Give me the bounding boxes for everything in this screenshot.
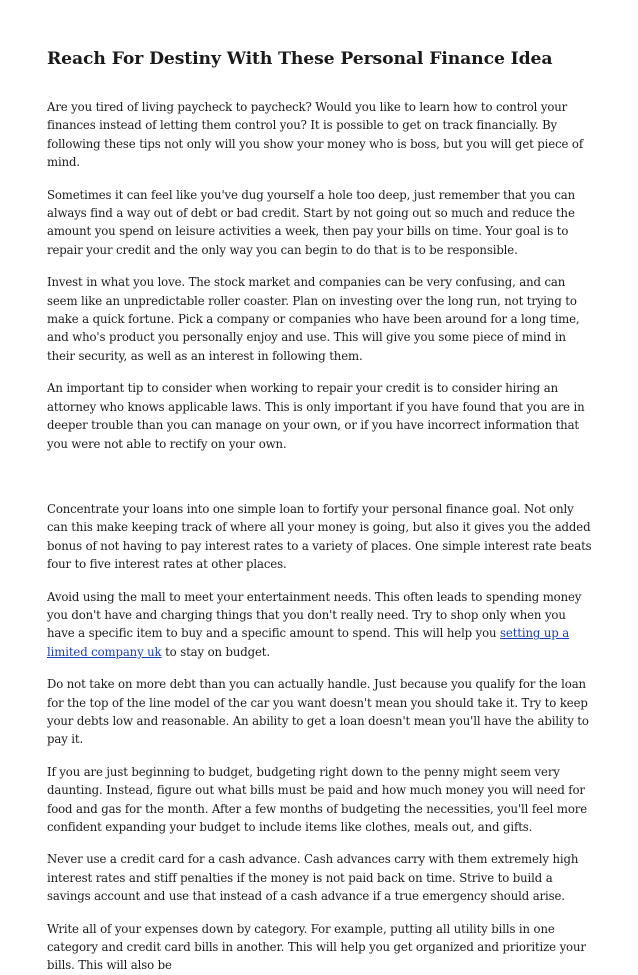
paragraph-debt-limit: Do not take on more debt than you can actually handle. Just because you qualify for the loan for the top of the line model of the car you want doesn't mean you should take it. Try to keep your debts low and reasonable. An ability to get a loan doesn't mean you'll have the ability to pay it. <box>47 677 589 747</box>
paragraph-invest: Invest in what you love. The stock market and companies can be very confusing, and can seem like an unpredictable roller coaster. Plan on investing over the long run, not trying to make a quick fortune. Pick a company or companies who have been around for a long time, and who's product you personally enjoy and use. This will give you some piece of mind in their security, as well as an interest in following them. <box>47 275 580 363</box>
paragraph-budget: If you are just beginning to budget, budgeting right down to the penny might seem very daunting. Instead, figure out what bills must be paid and how much money you will need for food and gas for the month. After a few months of budgeting the necessities, you'll feel more confident expanding your budget to include items like clothes, meals out, and gifts. <box>47 764 588 834</box>
paragraph-mall-text-before: Avoid using the mall to meet your entertainment needs. This often leads to spending money you don't have and charging things that you don't really need. Try to shop only when you have a specific item to buy and a specific amount to spend. This will help you <box>47 589 582 641</box>
article-title: Reach For Destiny With These Personal Finance Idea <box>47 49 553 69</box>
paragraph-debt-hole: Sometimes it can feel like you've dug yourself a hole too deep, just remember that you can always find a way out of debt or bad credit. Start by not going out so much and reduce the amount you spend on leisure activities a week, then pay your bills on time. Your goal is to repair your credit and the only way you can begin to do that is to be responsible. <box>47 187 576 257</box>
paragraph-intro: Are you tired of living paycheck to paycheck? Would you like to learn how to control your finances instead of letting them control you? It is possible to get on track financially. By following these tips not only will you show your money who is boss, but you will get piece of mind. <box>47 100 584 170</box>
paragraph-attorney: An important tip to consider when working to repair your credit is to consider hiring an attorney who knows applicable laws. This is only important if you have found that you are in deeper trouble than you can manage on your own, or if you have incorrect information that you were not able to rectify on your own. <box>47 381 585 451</box>
paragraph-loans: Concentrate your loans into one simple loan to fortify your personal finance goal. Not only can this make keeping track of where all your money is going, but also it gives you the added bonus of not having to pay interest rates to a variety of places. One simple interest rate beats four to five interest rates at other places. <box>47 501 592 572</box>
paragraph-mall-text-after: to stay on budget. <box>161 644 270 659</box>
blank-spacer <box>47 467 592 500</box>
limited-company-link[interactable]: setting up a limited company uk <box>47 626 570 659</box>
paragraph-expenses: Write all of your expenses down by category. For example, putting all utility bills in one category and credit card bills in another. This will help you get organized and prioritize your bills. This will also be <box>47 921 586 973</box>
paragraph-cash-advance: Never use a credit card for a cash advance. Cash advances carry with them extremely high interest rates and stiff penalties if the money is not paid back on time. Strive to build a savings account and use that instead of a cash advance if a true emergency should arise. <box>47 852 579 904</box>
paragraph-mall <box>47 588 592 662</box>
